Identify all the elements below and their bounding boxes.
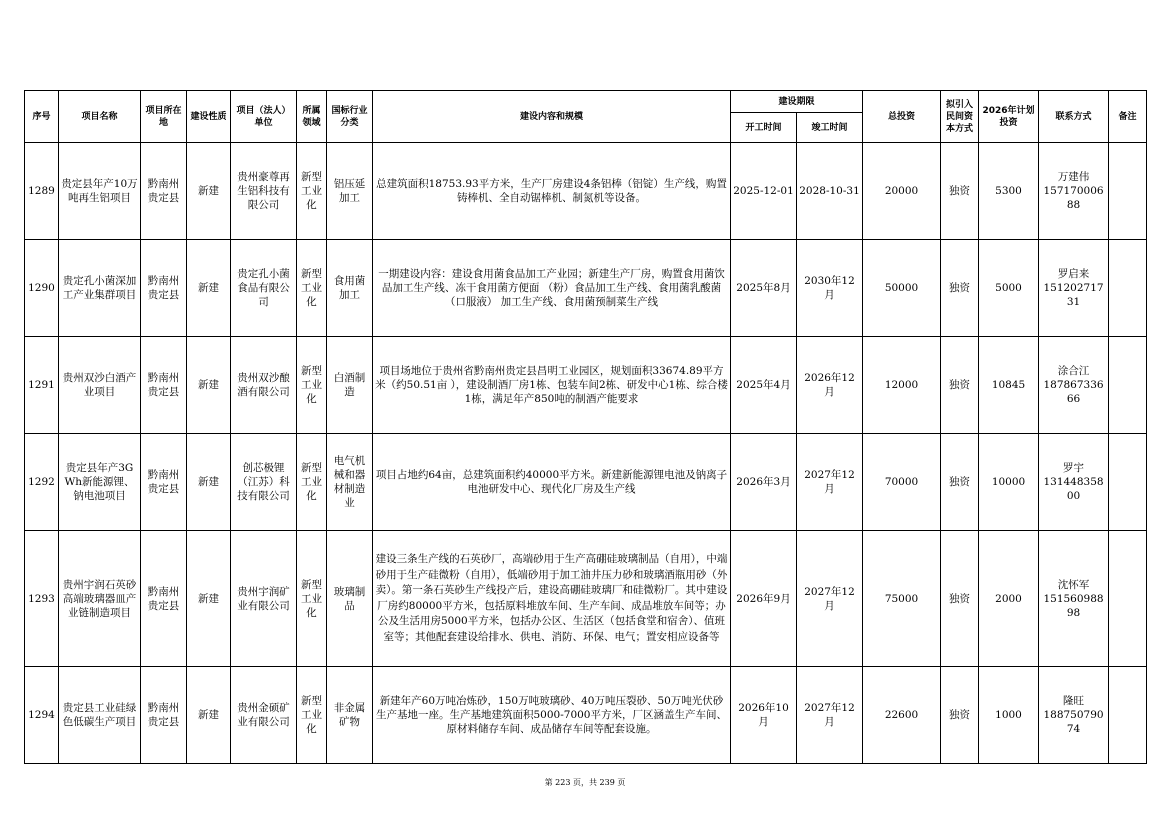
cell-industry: 白酒制造: [327, 337, 373, 434]
cell-unit: 贵州双沙酿酒有限公司: [231, 337, 297, 434]
cell-remark: [1109, 667, 1147, 764]
cell-start: 2026年9月: [731, 531, 797, 667]
header-seq: 序号: [25, 91, 59, 143]
cell-unit: 贵州金硕矿业有限公司: [231, 667, 297, 764]
cell-plan: 2000: [979, 531, 1039, 667]
cell-nature: 新建: [187, 667, 231, 764]
header-field: 所属领域: [297, 91, 327, 143]
contact-phone: 18786733666: [1043, 379, 1104, 405]
cell-content: 总建筑面积18753.93平方米，生产厂房建设4条铝棒（铝锭）生产线，购置铸棒机、全自动锯棒机、制氮机等设备。: [373, 143, 731, 240]
cell-nature: 新建: [187, 434, 231, 531]
cell-investment: 75000: [863, 531, 941, 667]
cell-unit: 贵州豪尊再生铝科技有限公司: [231, 143, 297, 240]
cell-mode: 独资: [941, 667, 979, 764]
cell-contact: [1039, 434, 1109, 531]
contact-phone: 15120271731: [1043, 282, 1104, 308]
table-row: [25, 337, 1147, 434]
cell-nature: 新建: [187, 531, 231, 667]
cell-industry: 食用菌加工: [327, 240, 373, 337]
header-end: 竣工时间: [797, 113, 863, 143]
cell-nature: 新建: [187, 143, 231, 240]
cell-location: 黔南州贵定县: [141, 531, 187, 667]
header-content: 建设内容和规模: [373, 91, 731, 143]
table-row: [25, 143, 1147, 240]
cell-contact: [1039, 337, 1109, 434]
contact-name: 隆旺: [1063, 695, 1085, 707]
project-table: [24, 90, 1147, 764]
header-mode: 拟引入民间资本方式: [941, 91, 979, 143]
cell-content: 新建年产60万吨冶炼砂，150万吨玻璃砂、40万吨压裂砂、50万吨光伏砂生产基地一座。生产基地建筑面积5000-7000平方米，厂区涵盖生产车间、原材料储存车间、成品储存车间等配套设施。: [373, 667, 731, 764]
cell-seq: 1292: [25, 434, 59, 531]
cell-field: 新型工业化: [297, 337, 327, 434]
header-start: 开工时间: [731, 113, 797, 143]
cell-remark: [1109, 434, 1147, 531]
cell-field: 新型工业化: [297, 667, 327, 764]
cell-investment: 20000: [863, 143, 941, 240]
cell-seq: 1290: [25, 240, 59, 337]
cell-end: 2030年12月: [797, 240, 863, 337]
cell-mode: 独资: [941, 143, 979, 240]
cell-field: 新型工业化: [297, 143, 327, 240]
header-remark: 备注: [1109, 91, 1147, 143]
cell-end: 2028-10-31: [797, 143, 863, 240]
cell-name: 贵州宇润石英砂高端玻璃器皿产业链制造项目: [59, 531, 141, 667]
cell-mode: 独资: [941, 434, 979, 531]
cell-industry: 电气机械和器材制造业: [327, 434, 373, 531]
cell-remark: [1109, 143, 1147, 240]
cell-content: 建设三条生产线的石英砂厂，高端砂用于生产高硼硅玻璃制品（自用），中端砂用于生产硅微粉（自用），低端砂用于加工油井压力砂和玻璃酒瓶用砂（外卖）。第一条石英砂生产线投产后，建设高硼硅玻璃厂和硅微粉厂。其中建设厂房约80000平方米，包括原料堆放车间、生产车间、成品堆放车间等；办公及生活用房5000平方米，包括办公区、生活区（包括食堂和宿舍）、值班室等；其他配套建设给排水、供电、消防、环保、电气；置安相应设备等: [373, 531, 731, 667]
cell-industry: 玻璃制品: [327, 531, 373, 667]
table-row: [25, 240, 1147, 337]
cell-unit: 贵州宇润矿业有限公司: [231, 531, 297, 667]
cell-start: 2025-12-01: [731, 143, 797, 240]
cell-unit: 贵定孔小菌食品有限公司: [231, 240, 297, 337]
cell-content: 项目占地约64亩，总建筑面积约40000平方米。新建新能源锂电池及钠离子电池研发中心、现代化厂房及生产线: [373, 434, 731, 531]
cell-contact: [1039, 143, 1109, 240]
cell-location: 黔南州贵定县: [141, 667, 187, 764]
cell-start: 2025年4月: [731, 337, 797, 434]
contact-name: 沈怀军: [1057, 578, 1090, 591]
contact-phone: 13144835800: [1043, 476, 1104, 502]
cell-remark: [1109, 531, 1147, 667]
cell-nature: 新建: [187, 337, 231, 434]
header-investment: 总投资: [863, 91, 941, 143]
cell-seq: 1291: [25, 337, 59, 434]
cell-start: 2026年10月: [731, 667, 797, 764]
contact-name: 罗启来: [1057, 268, 1090, 280]
cell-content: 一期建设内容：建设食用菌食品加工产业园；新建生产厂房，购置食用菌饮品加工生产线、冻干食用菌方便面 （粉）食品加工生产线、食用菌乳酸菌（口服液） 加工生产线、食用菌预制菜生产线: [373, 240, 731, 337]
cell-plan: 1000: [979, 667, 1039, 764]
cell-mode: 独资: [941, 240, 979, 337]
cell-contact: [1039, 240, 1109, 337]
cell-industry: 铝压延加工: [327, 143, 373, 240]
cell-location: 黔南州贵定县: [141, 337, 187, 434]
contact-phone: 18875079074: [1043, 709, 1104, 735]
cell-mode: 独资: [941, 531, 979, 667]
cell-plan: 5300: [979, 143, 1039, 240]
contact-name: 涂合江: [1057, 365, 1090, 377]
cell-location: 黔南州贵定县: [141, 143, 187, 240]
header-industry: 国标行业分类: [327, 91, 373, 143]
cell-start: 2026年3月: [731, 434, 797, 531]
cell-mode: 独资: [941, 337, 979, 434]
header-name: 项目名称: [59, 91, 141, 143]
cell-location: 黔南州贵定县: [141, 434, 187, 531]
cell-field: 新型工业化: [297, 240, 327, 337]
header-contact: 联系方式: [1039, 91, 1109, 143]
cell-plan: 10000: [979, 434, 1039, 531]
cell-end: 2027年12月: [797, 434, 863, 531]
cell-contact: [1039, 667, 1109, 764]
cell-end: 2027年12月: [797, 667, 863, 764]
cell-investment: 70000: [863, 434, 941, 531]
table-row: [25, 531, 1147, 667]
table-row: [25, 434, 1147, 531]
table-row: [25, 667, 1147, 764]
contact-name: 万建伟: [1057, 171, 1090, 183]
header-plan: 2026年计划投资: [979, 91, 1039, 143]
header-nature: 建设性质: [187, 91, 231, 143]
page-footer: 第 223 页，共 239 页: [544, 778, 626, 787]
cell-nature: 新建: [187, 240, 231, 337]
contact-phone: 15156098898: [1043, 592, 1104, 619]
cell-seq: 1293: [25, 531, 59, 667]
cell-contact: [1039, 531, 1109, 667]
cell-industry: 非金属矿物: [327, 667, 373, 764]
cell-name: 贵定县年产3GWh新能源锂、钠电池项目: [59, 434, 141, 531]
cell-seq: 1289: [25, 143, 59, 240]
cell-start: 2025年8月: [731, 240, 797, 337]
cell-name: 贵州双沙白酒产业项目: [59, 337, 141, 434]
cell-field: 新型工业化: [297, 531, 327, 667]
cell-remark: [1109, 337, 1147, 434]
cell-location: 黔南州贵定县: [141, 240, 187, 337]
cell-investment: 22600: [863, 667, 941, 764]
cell-seq: 1294: [25, 667, 59, 764]
cell-name: 贵定县工业硅绿色低碳生产项目: [59, 667, 141, 764]
cell-remark: [1109, 240, 1147, 337]
cell-name: 贵定孔小菌深加工产业集群项目: [59, 240, 141, 337]
header-period: 建设期限: [731, 91, 863, 113]
cell-end: 2027年12月: [797, 531, 863, 667]
cell-end: 2026年12月: [797, 337, 863, 434]
cell-investment: 12000: [863, 337, 941, 434]
cell-content: 项目场地位于贵州省黔南州贵定县昌明工业园区，规划面积33674.89平方米（约50.51亩 ），建设制酒厂房1栋、包装车间2栋、研发中心1栋、综合楼1栋，满足年产850吨的制酒产能要求: [373, 337, 731, 434]
contact-phone: 15717000688: [1043, 185, 1104, 211]
cell-unit: 创芯极锂（江苏）科技有限公司: [231, 434, 297, 531]
cell-name: 贵定县年产10万吨再生铝项目: [59, 143, 141, 240]
cell-plan: 5000: [979, 240, 1039, 337]
header-location: 项目所在地: [141, 91, 187, 143]
contact-name: 罗宇: [1063, 462, 1085, 474]
cell-investment: 50000: [863, 240, 941, 337]
cell-plan: 10845: [979, 337, 1039, 434]
cell-field: 新型工业化: [297, 434, 327, 531]
header-unit: 项目（法人）单位: [231, 91, 297, 143]
